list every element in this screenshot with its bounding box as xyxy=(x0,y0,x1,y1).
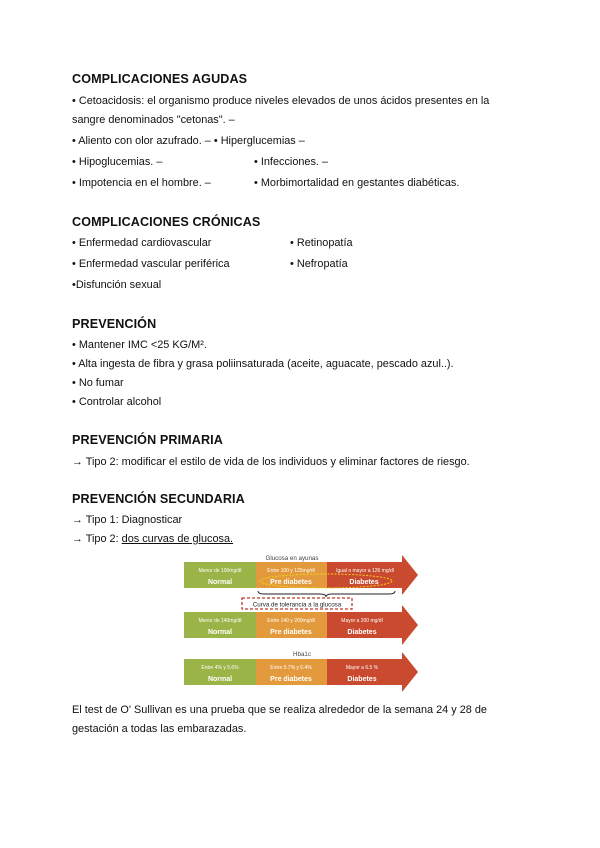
row3-title: Hba1c xyxy=(293,651,311,658)
acute-item-hypoglycemia: • Hipoglucemias. – xyxy=(72,156,163,168)
prevention-item: • Controlar alcohol xyxy=(72,396,162,408)
row1-normal-range: Menor de 100mg/dl xyxy=(198,568,242,574)
secondary-type2-prefix: → Tipo 2: xyxy=(72,533,122,545)
chronic-item-retinopathy: • Retinopatía xyxy=(290,237,353,249)
prevention-item: • Alta ingesta de fibra y grasa poliinsaturada (aceite, aguacate, pescado azul..). xyxy=(72,358,454,370)
row3-pre-range: Entre 5.7% y 6.4% xyxy=(270,665,312,671)
secondary-type1: → Tipo 1: Diagnosticar xyxy=(72,514,183,526)
osullivan-text-line2: gestación a todas las embarazadas. xyxy=(72,723,247,735)
heading-prevention: PREVENCIÓN xyxy=(72,317,157,331)
acute-item-ketoacidosis: • Cetoacidosis: el organismo produce niveles elevados de unos ácidos presentes en la xyxy=(72,95,490,107)
secondary-type2-link: dos curvas de glucosa. xyxy=(121,533,234,545)
row1-title: Glucosa en ayunas xyxy=(265,555,319,562)
acute-item-morbimortality: • Morbimortalidad en gestantes diabéticas. xyxy=(254,177,460,189)
row3-diabetes-range: Mayor a 6.5 % xyxy=(345,665,379,671)
row2-pre-label: Pre diabetes xyxy=(270,629,312,636)
row1-brace xyxy=(258,591,395,597)
acute-item-breath: • Aliento con olor azufrado. – • Hiperglucemias – xyxy=(72,135,305,147)
glucose-criteria-svg xyxy=(184,550,418,695)
row2-diabetes-label: Diabetes xyxy=(347,629,377,636)
heading-secondary-prevention: PREVENCIÓN SECUNDARIA xyxy=(72,492,245,506)
chronic-item-cardiovascular: • Enfermedad cardiovascular xyxy=(72,237,212,249)
row2-normal-range: Menor de 140mg/dl xyxy=(198,618,242,624)
heading-chronic-complications: COMPLICACIONES CRÓNICAS xyxy=(72,215,261,229)
row1-normal-label: Normal xyxy=(207,579,233,586)
prevention-item: • No fumar xyxy=(72,377,124,389)
row3-normal-range: Entre 4% y 5.6% xyxy=(201,665,239,671)
row2-diabetes-range: Mayor a 200 mg/dl xyxy=(341,618,383,624)
row2-pre-range: Entre 140 y 200mg/dl xyxy=(267,618,315,624)
row3-diabetes-arrow xyxy=(327,652,418,692)
chronic-item-peripheral: • Enfermedad vascular periférica xyxy=(72,258,230,270)
osullivan-text-line1: El test de O' Sullivan es una prueba que se realiza alrededor de la semana 24 y 28 de xyxy=(72,704,487,716)
secondary-type2 xyxy=(72,532,233,546)
acute-item-infections: • Infecciones. – xyxy=(254,156,329,168)
chronic-item-nephropathy: • Nefropatía xyxy=(290,258,348,270)
chronic-item-sexual: •Disfunción sexual xyxy=(72,279,162,291)
row1-pre-range: Entre 100 y 125mg/dl xyxy=(267,568,315,574)
row2-diabetes-arrow xyxy=(327,605,418,645)
row2-title: Curva de tolerancia a la glucosa xyxy=(252,601,342,609)
heading-acute-complications: COMPLICACIONES AGUDAS xyxy=(72,72,248,86)
row2-normal-label: Normal xyxy=(207,629,233,636)
heading-primary-prevention: PREVENCIÓN PRIMARIA xyxy=(72,433,223,447)
row3-pre-label: Pre diabetes xyxy=(270,676,312,683)
primary-prevention-text: → Tipo 2: modificar el estilo de vida de los individuos y eliminar factores de riesgo. xyxy=(72,456,470,468)
prevention-item: • Mantener IMC <25 KG/M². xyxy=(72,339,207,351)
row3-diabetes-label: Diabetes xyxy=(347,676,377,683)
row1-diabetes-range: Igual o mayor a 126 mg/dl xyxy=(336,568,394,574)
acute-item-ketoacidosis-cont: sangre denominados "cetonas". – xyxy=(72,114,235,126)
acute-item-impotence: • Impotencia en el hombre. – xyxy=(72,177,211,189)
row1-diabetes-arrow xyxy=(327,555,418,595)
row1-pre-label: Pre diabetes xyxy=(270,579,312,586)
row1-diabetes-label: Diabetes xyxy=(349,579,379,586)
row3-normal-label: Normal xyxy=(207,676,233,683)
glucose-criteria-figure xyxy=(184,550,418,695)
